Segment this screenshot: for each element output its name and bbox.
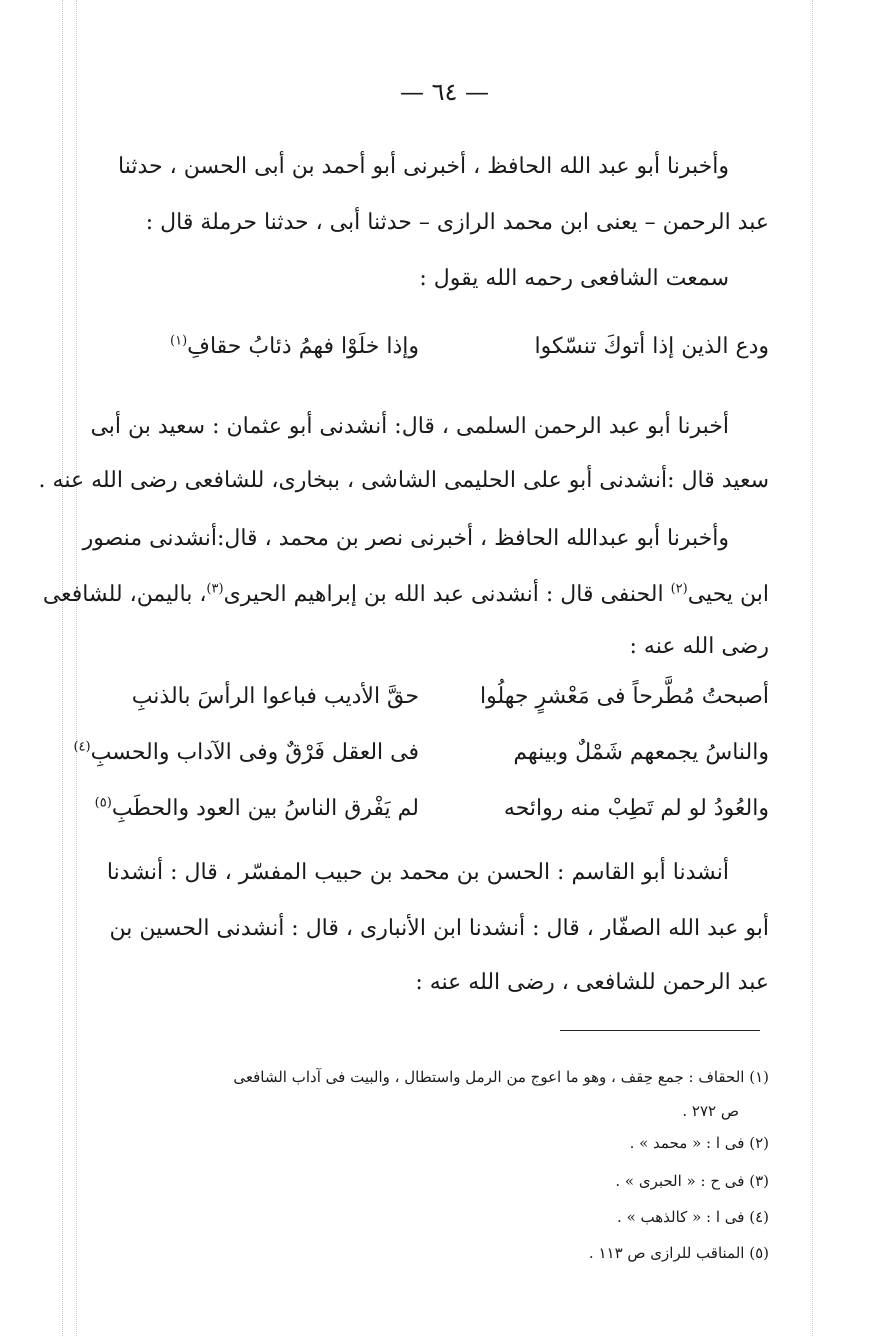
page-number: — ٦٤ — xyxy=(399,78,490,106)
verse-first-hemistich: والناسُ يجمعهم شَمْلٌ وبينهم xyxy=(513,740,769,765)
scan-edge-line-left-inner xyxy=(76,0,77,1336)
verse-row xyxy=(119,680,769,714)
verse-row xyxy=(73,736,769,770)
footnote-marker: (٤) xyxy=(73,739,91,755)
text-line: ابن يحيى$^{(٢)}$ الحنفى قال : أنشدنى عبد الله بن إبراهيم الحيرى$^{(٣)}$، باليمن، للشافعى xyxy=(42,581,769,607)
scan-edge-line-left xyxy=(62,0,63,1336)
footnote-divider xyxy=(560,1030,760,1031)
text-line: أبو عبد الله الصفّار ، قال : أنشدنا ابن الأنبارى ، قال : أنشدنى الحسين بن xyxy=(109,916,769,941)
footnote: (٢) فى ا : « محمد » . xyxy=(629,1134,769,1152)
verse-second-hemistich: لم يَفْرق الناسُ بين العود والحطَبِ$^{(٥)}$ xyxy=(94,795,419,821)
text-line: وأخبرنا أبو عبد الله الحافظ ، أخبرنى أبو أحمد بن أبى الحسن ، حدثنا xyxy=(118,154,729,179)
footnote-continuation: ص ٢٧٢ . xyxy=(682,1102,739,1120)
text-line: رضى الله عنه : xyxy=(629,634,769,659)
verse-row xyxy=(94,792,769,826)
footnote-marker: (١) xyxy=(170,333,188,349)
footnote-marker: (٢) xyxy=(670,581,688,597)
footnote: (١) الحقاف : جمع حِقف ، وهو ما اعوج من الرمل واستطال ، والبيت فى آداب الشافعى xyxy=(233,1068,769,1086)
verse-first-hemistich: ودع الذين إذا أتوكَ تنسّكوا xyxy=(534,334,769,359)
verse-first-hemistich: أصبحتُ مُطَّرحاً فى مَعْشرٍ جهلُوا xyxy=(480,684,769,709)
verse-second-hemistich: فى العقل فَرْقٌ وفى الآداب والحسبِ$^{(٤)}$ xyxy=(73,739,419,765)
text-line: عبد الرحمن للشافعى ، رضى الله عنه : xyxy=(415,970,769,995)
footnote: (٤) فى ا : « كالذهب » . xyxy=(617,1208,769,1226)
footnote: (٣) فى ح : « الحبرى » . xyxy=(615,1172,769,1190)
text-line: وأخبرنا أبو عبدالله الحافظ ، أخبرنى نصر بن محمد ، قال:أنشدنى منصور xyxy=(82,526,729,551)
verse-second-hemistich: وإذا خلَوْا فهمُ ذئابُ حقافِ$^{(١)}$ xyxy=(170,333,419,359)
verse-first-hemistich: والعُودُ لو لم تَطِبْ منه روائحه xyxy=(503,796,769,821)
footnote: (٥) المناقب للرازى ص ١١٣ . xyxy=(588,1244,769,1262)
verse-second-hemistich: حقَّ الأديب فباعوا الرأسَ بالذنبِ xyxy=(131,684,419,709)
text-line: عبد الرحمن – يعنى ابن محمد الرازى – حدثنا أبى ، حدثنا حرملة قال : xyxy=(145,210,769,235)
scan-edge-line-right xyxy=(812,0,813,1336)
footnote-marker: (٣) xyxy=(206,581,224,597)
text-line: أنشدنا أبو القاسم : الحسن بن محمد بن حبيب المفسّر ، قال : أنشدنا xyxy=(106,860,729,885)
verse-row xyxy=(119,330,769,364)
text-line: سمعت الشافعى رحمه الله يقول : xyxy=(419,266,729,291)
text-line: سعيد قال :أنشدنى أبو على الحليمى الشاشى ، ببخارى، للشافعى رضى الله عنه . xyxy=(38,468,769,493)
text-line: أخبرنا أبو عبد الرحمن السلمى ، قال: أنشدنى أبو عثمان : سعيد بن أبى xyxy=(90,414,729,439)
footnote-marker: (٥) xyxy=(94,795,112,811)
